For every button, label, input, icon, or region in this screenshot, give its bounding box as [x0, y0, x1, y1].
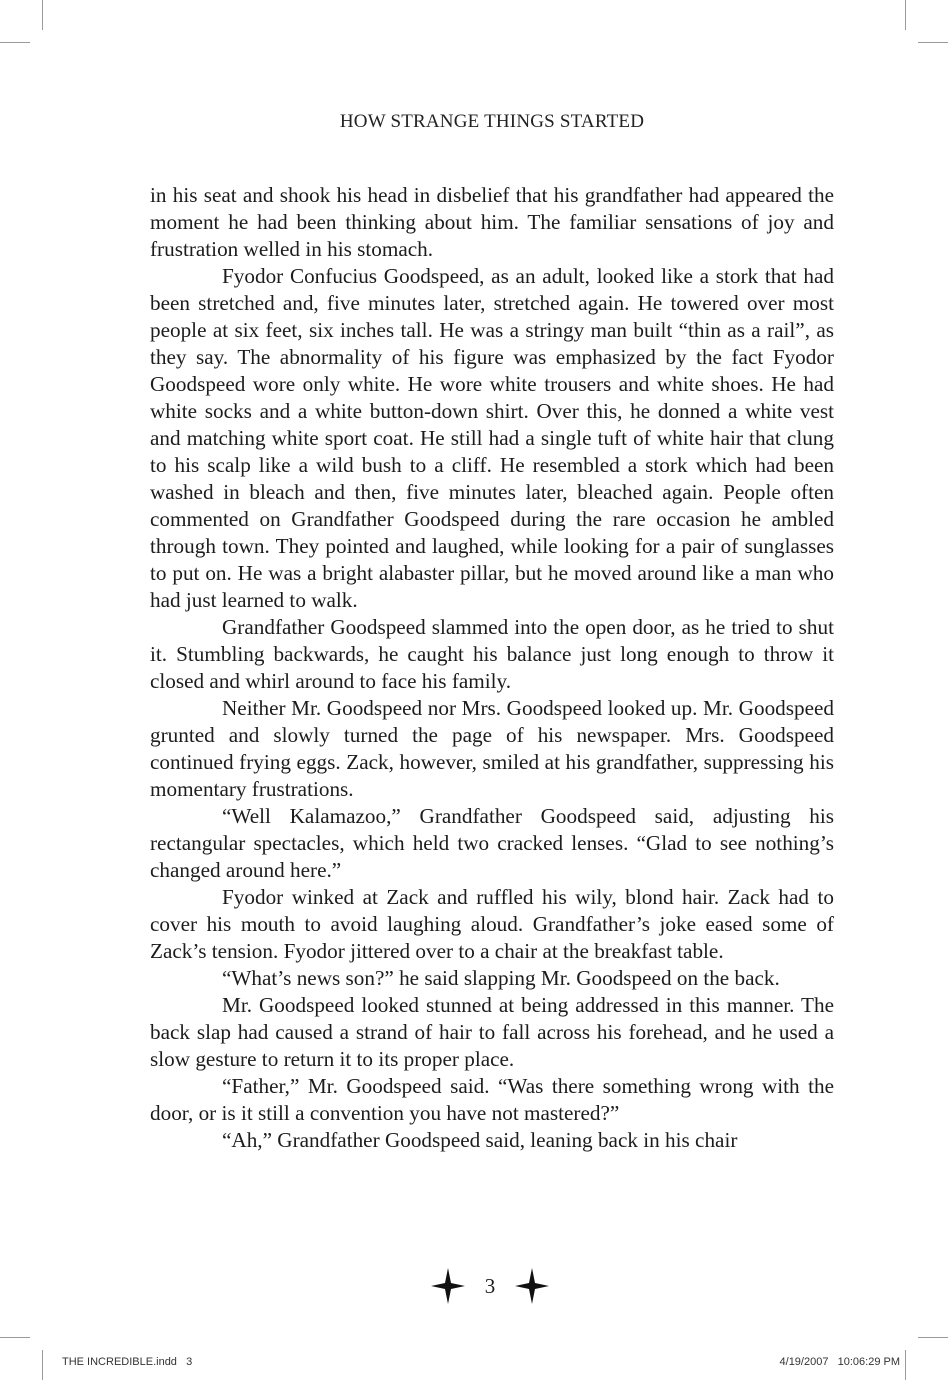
crop-mark-bottom-left-h [0, 1337, 30, 1338]
crop-mark-bottom-left [42, 1350, 43, 1380]
paragraph: Fyodor Confucius Goodspeed, as an adult, looked like a stork that had been stretched and, five minutes later, stretched again. He towered over most people at six feet, six inches tall. He was a stringy man built “thin as a rail”, as they say. The abnormality of his figure was emphasized by the fact Fyodor Goodspeed wore only white. He wore white trousers and white shoes. He had white socks and a white button-down shirt. Over this, he donned a white vest and matching white sport coat. He still had a single tuft of white hair that clung to his scalp like a wild bush to a cliff. He resembled a stork which had been washed in bleach and then, five minutes later, bleached again. People often commented on Grandfather Goodspeed during the rare occasion he ambled through town. They pointed and laughed, while looking for a pair of sunglasses to put on. He was a bright alabaster pillar, but he moved around like a man who had just learned to walk. [150, 264, 834, 612]
paragraph: Mr. Goodspeed looked stunned at being addressed in this manner. The back slap had caused a strand of hair to fall across his forehead, and he used a slow gesture to return it to its proper place. [150, 993, 834, 1071]
paragraph: Fyodor winked at Zack and ruffled his wily, blond hair. Zack had to cover his mouth to avoid laughing aloud. Grandfather’s joke eased some of Zack’s tension. Fyodor jittered over to a chair at the breakfast table. [150, 885, 834, 963]
paragraph: in his seat and shook his head in disbelief that his grandfather had appeared the moment he had been thinking about him. The familiar sensations of joy and frustration welled in his stomach. [150, 183, 834, 261]
paragraph: Grandfather Goodspeed slammed into the open door, as he tried to shut it. Stumbling backwards, he caught his balance just long enough to throw it closed and whirl around to face his family. [150, 615, 834, 693]
running-head: HOW STRANGE THINGS STARTED [339, 111, 645, 132]
slug-file-name: THE INCREDIBLE.indd 3 [62, 1356, 193, 1368]
body-text [150, 182, 834, 1154]
paragraph: “What’s news son?” he said slapping Mr. Goodspeed on the back. [222, 966, 780, 990]
slug-timestamp: 4/19/2007 10:06:29 PM [779, 1356, 900, 1368]
page-folio [420, 1268, 560, 1304]
paragraph: “Ah,” Grandfather Goodspeed said, leaning back in his chair [222, 1128, 738, 1152]
crop-mark-top-right [905, 0, 906, 30]
page-number: 3 [484, 1273, 496, 1298]
four-point-star-icon [515, 1268, 549, 1304]
crop-mark-top-right-h [918, 42, 948, 43]
crop-mark-top-left-h [0, 42, 30, 43]
paragraph: “Father,” Mr. Goodspeed said. “Was there something wrong with the door, or is it still a convention you have not mastered?” [150, 1074, 834, 1125]
crop-mark-top-left [42, 0, 43, 30]
four-point-star-icon [431, 1268, 465, 1304]
paragraph: Neither Mr. Goodspeed nor Mrs. Goodspeed looked up. Mr. Goodspeed grunted and slowly turned the page of his newspaper. Mrs. Goodspeed continued frying eggs. Zack, however, smiled at his grandfather, suppressing his momentary frustrations. [150, 696, 834, 801]
crop-mark-bottom-right [905, 1350, 906, 1380]
crop-mark-bottom-right-h [918, 1337, 948, 1338]
paragraph: “Well Kalamazoo,” Grandfather Goodspeed said, adjusting his rectangular spectacles, which held two cracked lenses. “Glad to see nothing’s changed around here.” [150, 804, 834, 882]
